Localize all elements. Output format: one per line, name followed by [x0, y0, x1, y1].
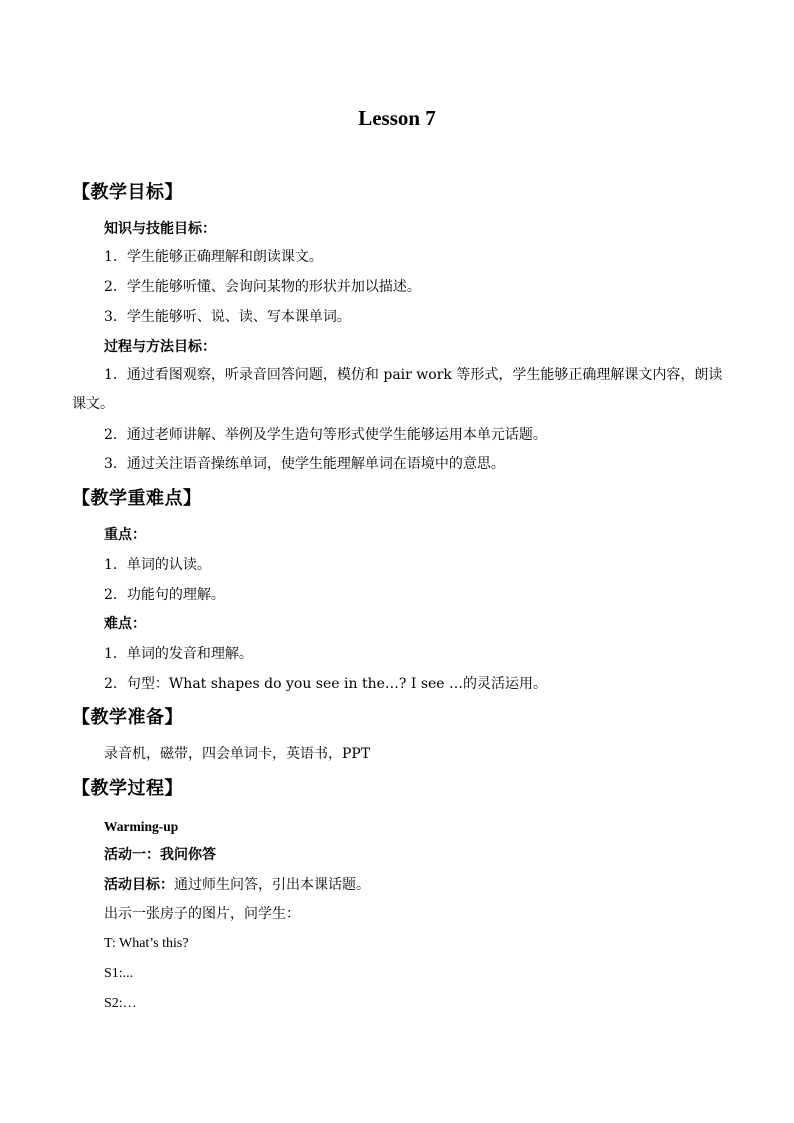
section-heading-process: 【教学过程】: [72, 778, 183, 799]
dialog-line-3: S2:…: [104, 996, 137, 1011]
subheading-process-methods: 过程与方法目标：: [104, 339, 216, 355]
knowledge-item-2: 2．学生能够听懂、会询问某物的形状并加以描述。: [104, 279, 421, 295]
activity-goal-text: 通过师生问答，引出本课话题。: [174, 877, 370, 893]
subheading-difficulty: 难点：: [104, 616, 146, 632]
process-item-1: 1．通过看图观察，听录音回答问题，模仿和 pair work 等形式，学生能够正确理解课文内容，朗读课文。: [72, 367, 723, 412]
subheading-knowledge: 知识与技能目标：: [104, 221, 216, 237]
difficulty-item-1: 1．单词的发音和理解。: [104, 646, 253, 662]
dialog-line-2: S1:...: [104, 966, 134, 981]
activity-goal: [104, 874, 728, 896]
knowledge-item-1: 1．学生能够正确理解和朗读课文。: [104, 249, 323, 265]
warmup-label: Warming-up: [104, 819, 179, 834]
preparation-text: 录音机，磁带，四会单词卡，英语书，PPT: [104, 746, 371, 762]
section-heading-preparation: 【教学准备】: [72, 707, 183, 728]
dialog-line-1: T: What’s this?: [104, 936, 189, 951]
section-heading-key-points: 【教学重难点】: [72, 488, 202, 509]
section-heading-goals: 【教学目标】: [72, 182, 183, 203]
activity-heading: 活动一：我问你答: [104, 847, 216, 863]
page-title: Lesson 7: [358, 106, 436, 130]
activity-goal-label: 活动目标：: [104, 877, 174, 893]
activity-instruction: 出示一张房子的图片，问学生：: [104, 906, 300, 922]
focus-item-2: 2．功能句的理解。: [104, 587, 225, 603]
focus-item-1: 1．单词的认读。: [104, 557, 211, 573]
subheading-focus: 重点：: [104, 527, 146, 543]
process-item-2: 2．通过老师讲解、举例及学生造句等形式使学生能够运用本单元话题。: [104, 427, 547, 443]
process-item-3: 3．通过关注语音操练单词，使学生能理解单词在语境中的意思。: [104, 456, 505, 472]
knowledge-item-3: 3．学生能够听、说、读、写本课单词。: [104, 309, 351, 325]
difficulty-item-2: 2．句型：What shapes do you see in the…? I see …的灵活运用。: [104, 676, 548, 692]
